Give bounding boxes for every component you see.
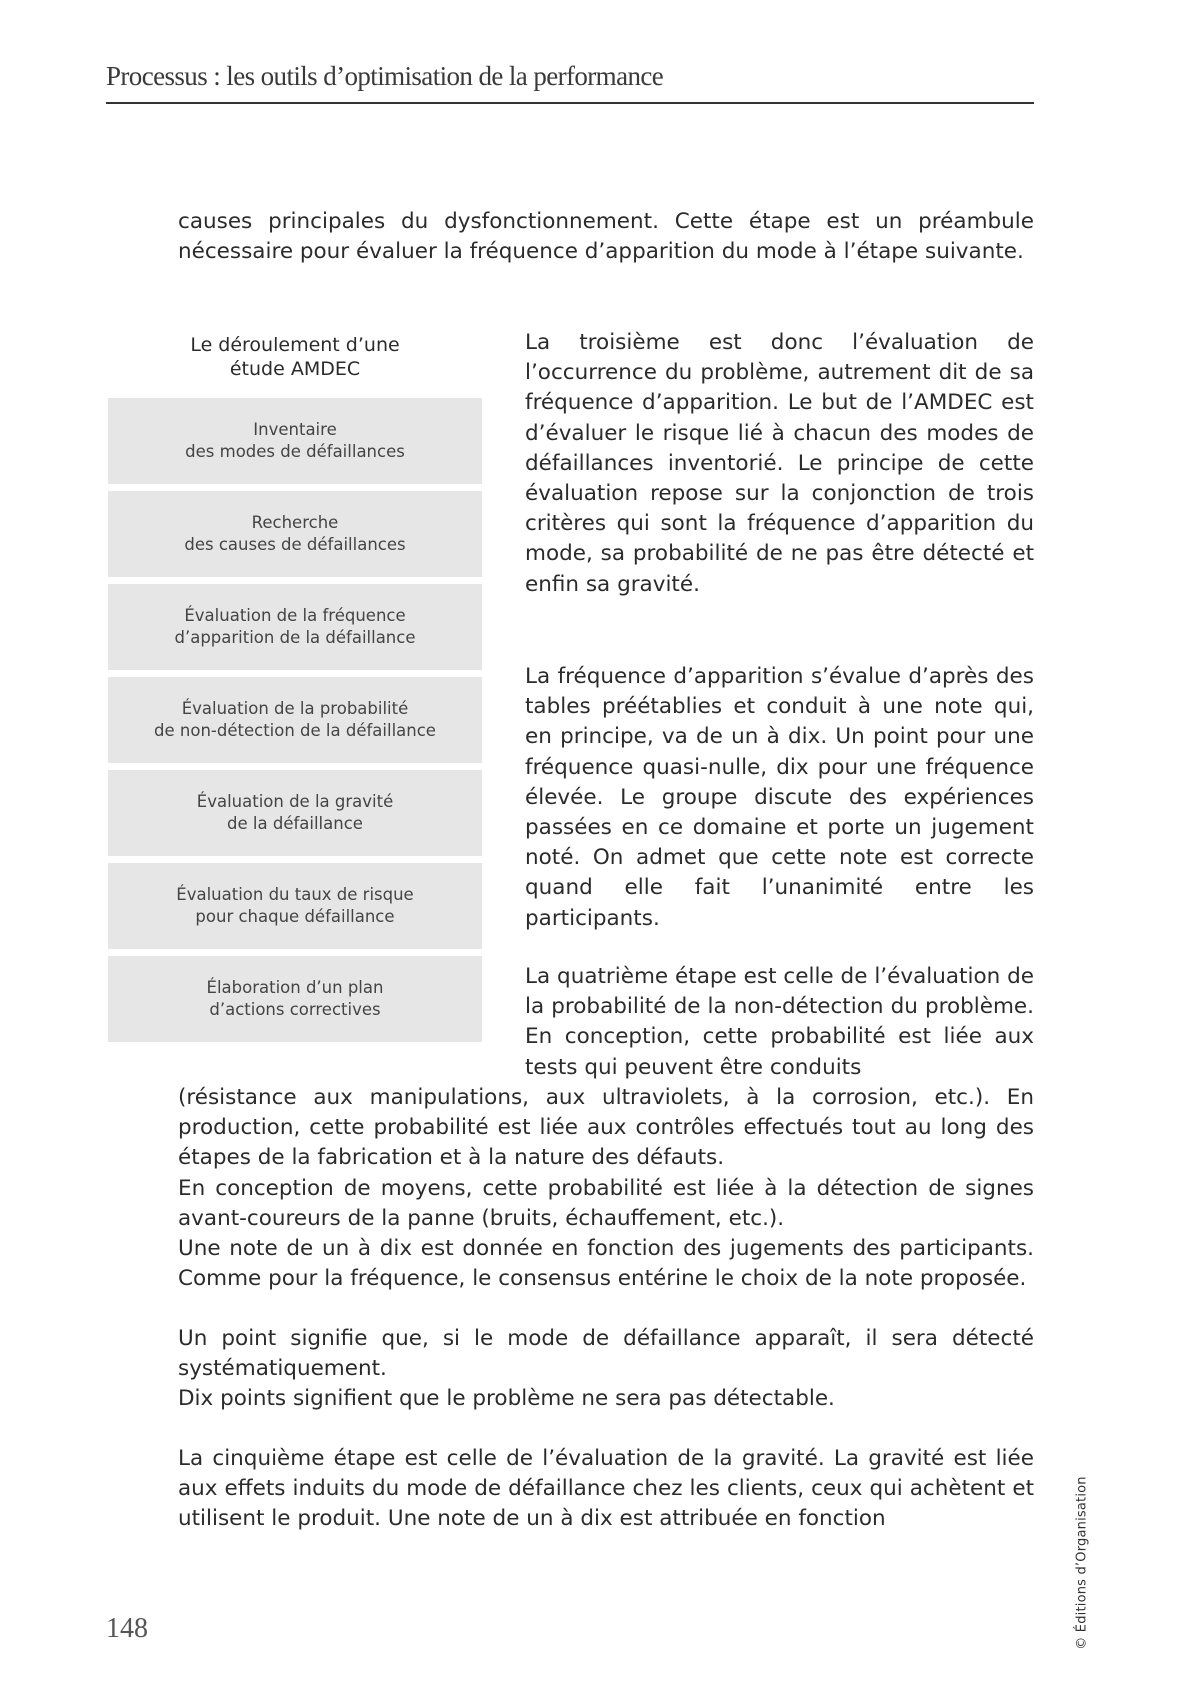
diagram-title: Le déroulement d’une étude AMDEC [190,334,400,380]
diagram-step-label: Évaluation de la probabilité de non-détection de la défaillance [154,699,436,740]
paragraph-causes: causes principales du dysfonctionnement. Cette étape est un préambule nécessaire pour évaluer la fréquence d’apparition du mode à l’étape suivante. [178,209,1034,265]
diagram-step-label: Recherche des causes de défaillances [184,513,406,554]
paragraph-ten-points: Dix points signifient que le problème ne sera pas détectable. [178,1386,835,1411]
diagram-step-label: Inventaire des modes de défaillances [185,420,405,461]
running-header [106,60,1034,104]
paragraph-scoring: Une note de un à dix est donnée en fonction des jugements des participants. Comme pour la fréquence, le consensus entérine le choix de la note proposée. [178,1236,1034,1292]
running-header-title: Processus : les outils d’optimisation de la performance [106,61,664,91]
paragraph-means-design: En conception de moyens, cette probabilité est liée à la détection de signes avant-coureurs de la panne (bruits, échauffement, etc.). [178,1176,1034,1232]
diagram-step-5 [108,770,482,856]
page-number: 148 [106,1613,148,1644]
diagram-step-label: Évaluation de la fréquence d’apparition de la défaillance [174,606,416,647]
paragraph-frequency: La fréquence d’apparition s’évalue d’après des tables préétablies et conduit à une note qui, en principe, va de un à dix. Un point pour une fréquence quasi-nulle, dix pour une fréquence élevée. Le groupe discute des expériences passées en ce domaine et porte un jugement noté. On admet que cette note est correcte quand elle fait l’unanimité entre les participants. [525,664,1034,931]
diagram-step-label: Évaluation de la gravité de la défaillance [196,792,394,833]
paragraph-fourth-step: La quatrième étape est celle de l’évaluation de la probabilité de la non-détection du problème. En conception, cette probabilité est liée aux tests qui peuvent être conduits [525,964,1034,1080]
diagram-step-2 [108,491,482,577]
diagram-step-7 [108,956,482,1042]
diagram-step-6 [108,863,482,949]
paragraph-fifth-step: La cinquième étape est celle de l’évaluation de la gravité. La gravité est liée aux effets induits du mode de défaillance chez les clients, ceux qui achètent et utilisent le produit. Une note de un à dix est attribuée en fonction [178,1446,1034,1532]
diagram-step-4 [108,677,482,763]
copyright-notice: © Éditions d’Organisation [1074,1476,1090,1650]
paragraph-fourth-step-continued: (résistance aux manipulations, aux ultraviolets, à la corrosion, etc.). En production, cette probabilité est liée aux contrôles effectués tout au long des étapes de la fabrication et à la nature des défauts. [178,1085,1034,1171]
paragraph-one-point: Un point signifie que, si le mode de défaillance apparaît, il sera détecté systématiquement. [178,1326,1034,1382]
diagram-step-1 [108,398,482,484]
paragraph-third-step: La troisième est donc l’évaluation de l’occurrence du problème, autrement dit de sa fréquence d’apparition. Le but de l’AMDEC est d’évaluer le risque lié à chacun des modes de défaillances inventorié. Le principe de cette évaluation repose sur la conjonction de trois critères qui sont la fréquence d’apparition du mode, sa probabilité de ne pas être détecté et enfin sa gravité. [525,330,1034,597]
diagram-step-3 [108,584,482,670]
diagram-step-label: Élaboration d’un plan d’actions correctives [206,978,384,1019]
amdec-process-diagram [108,333,482,1049]
diagram-step-label: Évaluation du taux de risque pour chaque défaillance [176,885,414,926]
